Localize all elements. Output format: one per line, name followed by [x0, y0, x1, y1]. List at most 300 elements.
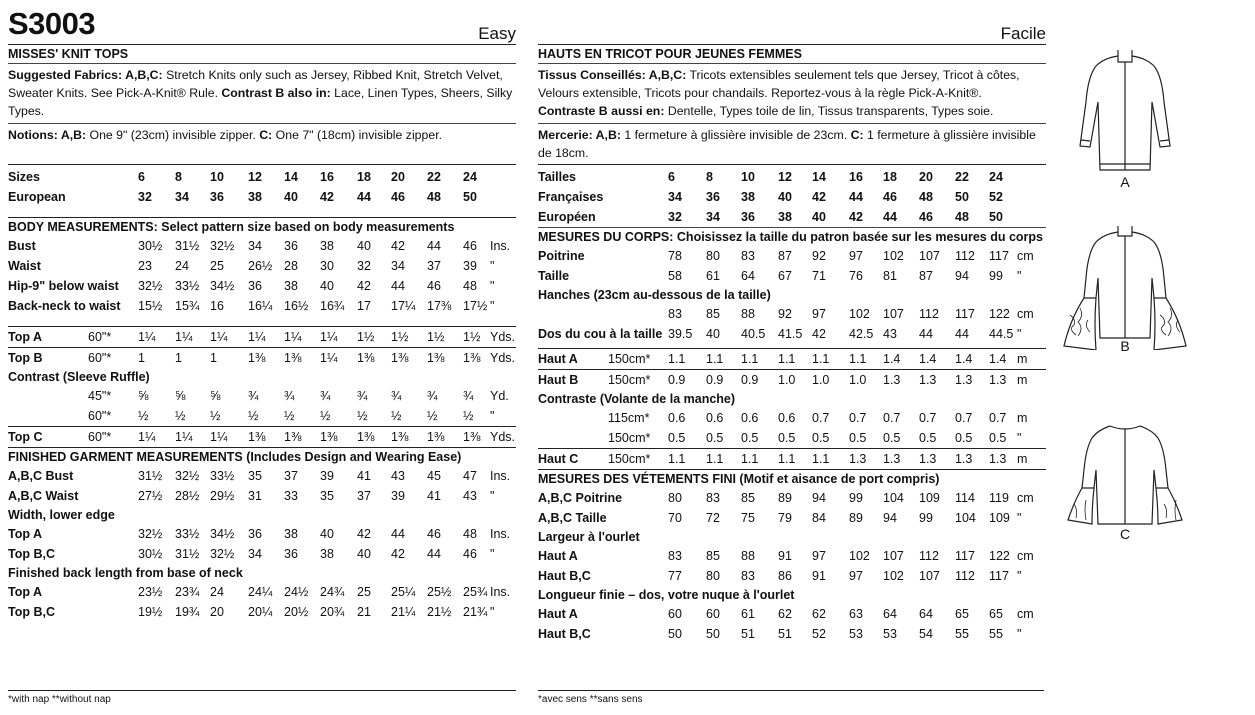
haut-a-row-cell: 1.1	[706, 352, 724, 366]
body-row-label: Back-neck to waist	[8, 299, 121, 313]
haut-b-row-label: Haut B	[538, 373, 579, 387]
top-b-row-cell: 1	[138, 351, 145, 365]
dos-row-cell: 42.5	[849, 327, 874, 341]
dos-row-cell: 41.5	[778, 327, 803, 341]
body-row-cell: 34	[391, 259, 405, 273]
body-row-cell: 17⅜	[427, 299, 452, 313]
longueur-row-unit: cm	[1017, 607, 1034, 621]
body-row-cell: 16½	[284, 299, 309, 313]
width-row-unit: Ins.	[490, 527, 511, 541]
body-measurements-heading: BODY MEASUREMENTS: Select pattern size based on body measurements	[8, 220, 455, 234]
haut-a-row-unit: m	[1017, 352, 1028, 366]
view-c-sketch	[1060, 420, 1190, 550]
top-a-row-fabric-width: 60"*	[88, 330, 112, 344]
longueur-row-cell: 50	[706, 627, 720, 641]
width-row	[8, 524, 516, 544]
hanches-row-cell: 117	[955, 307, 975, 321]
top-c-row-cell: 1¼	[138, 430, 156, 444]
finished-row-cell: 31	[248, 489, 262, 503]
francaises-row-cell: 46	[883, 190, 897, 204]
hanches-row-cell: 83	[668, 307, 682, 321]
haut-b-row-cell: 1.0	[849, 373, 867, 387]
longueur-row-cell: 51	[741, 627, 755, 641]
poitrine-row-cell: 97	[849, 249, 863, 263]
length-row-cell: 20¼	[248, 605, 273, 619]
length-row-cell: 25	[357, 585, 371, 599]
longueur-row-cell: 53	[883, 627, 897, 641]
width-heading: Width, lower edge	[8, 508, 115, 522]
french-column	[538, 0, 1046, 644]
width-row-cell: 42	[357, 527, 371, 541]
body-row-unit: "	[490, 259, 495, 273]
notions-label-fr: Mercerie: A,B:	[538, 128, 621, 142]
haut-b-row-cell: 1.3	[883, 373, 901, 387]
length-row-unit: Ins.	[490, 585, 511, 599]
length-row-cell: 25½	[427, 585, 452, 599]
contrast-45-row-cell: ¾	[248, 389, 259, 403]
body-row-cell: 32	[357, 259, 371, 273]
longueur-row	[538, 624, 1046, 644]
top-c-row-cell: 1¼	[210, 430, 228, 444]
contraste-115-row-cell: 0.7	[883, 411, 901, 425]
haut-c-row-cell: 1.1	[668, 452, 686, 466]
longueur-row-cell: 61	[741, 607, 755, 621]
top-b-row-cell: 1⅜	[357, 351, 375, 365]
sizes-row-cell: 18	[357, 170, 371, 184]
body-row-cell: 28	[284, 259, 298, 273]
fini-row-cell: 119	[989, 491, 1009, 505]
fini-row-cell: 109	[989, 511, 1010, 525]
contraste-115-row-fabric-width: 115cm*	[608, 411, 650, 425]
contrast-60-row-cell: ½	[463, 409, 474, 423]
body-row-cell: 25	[210, 259, 224, 273]
top-c-row-cell: 1⅜	[463, 430, 481, 444]
longueur-row-label: Haut B,C	[538, 627, 591, 641]
largeur-heading: Largeur à l'ourlet	[538, 530, 640, 544]
finished-row-cell: 43	[463, 489, 477, 503]
fini-row-cell: 85	[741, 491, 755, 505]
body-row-cell: 30½	[138, 239, 163, 253]
sizes-row-cell: 8	[175, 170, 182, 184]
contrast-60-row-unit: "	[490, 409, 495, 423]
contrast-45-row-cell: ⅝	[210, 389, 221, 403]
haut-a-row-cell: 1.1	[741, 352, 759, 366]
tailles-row-cell: 18	[883, 170, 897, 184]
contrast-60-row-cell: ½	[427, 409, 438, 423]
length-row-cell: 24	[210, 585, 224, 599]
top-a-row-cell: 1½	[427, 330, 445, 344]
body-row-cell: 17¼	[391, 299, 416, 313]
europeen-row-cell: 44	[883, 210, 897, 224]
finished-row-cell: 28½	[175, 489, 200, 503]
contrast-60-row-cell: ½	[284, 409, 295, 423]
longueur-row-label: Haut A	[538, 607, 578, 621]
footnote-fr: *avec sens **sans sens	[538, 694, 643, 705]
contrast-label: Contrast B also in:	[221, 86, 331, 100]
finished-row-label: A,B,C Waist	[8, 489, 79, 503]
francaises-row-label: Françaises	[538, 190, 604, 204]
body-row	[8, 296, 516, 316]
top-c-row-cell: 1⅜	[357, 430, 375, 444]
finished-row-cell: 33½	[210, 469, 235, 483]
haut-a-row-label: Haut A	[538, 352, 578, 366]
top-b-row-cell: 1⅜	[284, 351, 302, 365]
sizes-row-cell: 24	[463, 170, 477, 184]
contrast-text: Lace, Linen Types, Sheers, Silky Types.	[8, 86, 513, 118]
largeur-row-label: Haut B,C	[538, 569, 591, 583]
poitrine-row-unit: cm	[1017, 249, 1034, 263]
taille-row-cell: 94	[955, 269, 969, 283]
contrast-45-row-cell: ⅝	[138, 389, 149, 403]
body-row-cell: 36	[248, 279, 262, 293]
width-row-cell: 40	[357, 547, 371, 561]
body-row-label: Bust	[8, 239, 36, 253]
finished-row-cell: 35	[320, 489, 334, 503]
largeur-row-cell: 112	[919, 549, 939, 563]
contraste-115-row-cell: 0.7	[812, 411, 830, 425]
fini-row-cell: 99	[849, 491, 863, 505]
contraste-150-row-cell: 0.5	[989, 431, 1007, 445]
top-c-drawing	[1060, 420, 1190, 532]
suggested-fabrics-fr	[538, 64, 1046, 120]
length-row-cell: 21¼	[391, 605, 416, 619]
body-row-unit: "	[490, 299, 495, 313]
europeen-row-cell: 36	[741, 210, 755, 224]
body-row-cell: 26½	[248, 259, 273, 273]
fini-row-cell: 70	[668, 511, 682, 525]
contrast-60-row-cell: ½	[210, 409, 221, 423]
sizes-row-cell: 22	[427, 170, 441, 184]
fabrics-label: Suggested Fabrics: A,B,C:	[8, 68, 163, 82]
longueur-row-cell: 60	[706, 607, 720, 621]
poitrine-row-cell: 112	[955, 249, 975, 263]
top-b-row-cell: 1⅜	[391, 351, 409, 365]
body-row-cell: 24	[175, 259, 189, 273]
tailles-row-cell: 10	[741, 170, 755, 184]
notions-fr	[538, 124, 1046, 164]
sizes-row-cell: 6	[138, 170, 145, 184]
finished-row-unit: "	[490, 489, 495, 503]
body-row-cell: 33½	[175, 279, 200, 293]
top-b-drawing	[1060, 220, 1190, 350]
notions-label: Notions: A,B:	[8, 128, 87, 142]
fini-row-cell: 75	[741, 511, 755, 525]
width-row-cell: 42	[391, 547, 405, 561]
contraste-115-row-cell: 0.7	[919, 411, 937, 425]
width-row-cell: 36	[248, 527, 262, 541]
taille-row-cell: 61	[706, 269, 720, 283]
body-row-cell: 34½	[210, 279, 235, 293]
european-row-cell: 32	[138, 190, 152, 204]
width-row-cell: 34	[248, 547, 262, 561]
finished-row-cell: 37	[284, 469, 298, 483]
top-b-row-cell: 1	[210, 351, 217, 365]
europeen-row-cell: 40	[812, 210, 826, 224]
sizes-row-cell: 20	[391, 170, 405, 184]
largeur-row-cell: 97	[812, 549, 826, 563]
fini-row-unit: "	[1017, 511, 1022, 525]
finished-row-cell: 45	[427, 469, 441, 483]
notions-c-label-fr: C:	[850, 128, 864, 142]
taille-row-cell: 99	[989, 269, 1003, 283]
haut-a-row-cell: 1.1	[812, 352, 830, 366]
longueur-row-cell: 64	[883, 607, 897, 621]
length-heading: Finished back length from base of neck	[8, 566, 243, 580]
francaises-row-cell: 52	[989, 190, 1003, 204]
fini-row-cell: 104	[955, 511, 976, 525]
contrast-text-fr: Dentelle, Types toile de lin, Tissus transparents, Types soie.	[664, 104, 994, 118]
haut-c-row	[538, 449, 1046, 470]
francaises-row-cell: 50	[955, 190, 969, 204]
tailles-row-cell: 22	[955, 170, 969, 184]
poitrine-row-label: Poitrine	[538, 249, 585, 263]
body-row	[8, 256, 516, 276]
largeur-row-cell: 107	[919, 569, 940, 583]
hanches-row	[538, 304, 1046, 324]
length-row	[8, 582, 516, 602]
contrast-60-row-cell: ½	[391, 409, 402, 423]
fini-row-cell: 94	[812, 491, 826, 505]
garment-title-fr: HAUTS EN TRICOT POUR JEUNES FEMMES	[538, 47, 802, 61]
europeen-row-cell: 46	[919, 210, 933, 224]
dos-row-cell: 40.5	[741, 327, 766, 341]
contraste-115-row-cell: 0.7	[989, 411, 1007, 425]
contraste-heading: Contraste (Volante de la manche)	[538, 392, 736, 406]
dos-row-cell: 40	[706, 327, 720, 341]
finished-heading: FINISHED GARMENT MEASUREMENTS (Includes Design and Wearing Ease)	[8, 450, 462, 464]
european-row-label: European	[8, 190, 66, 204]
finished-row-cell: 39	[320, 469, 334, 483]
dos-row-cell: 44.5	[989, 327, 1014, 341]
fini-row	[538, 488, 1046, 508]
longueur-row-cell: 55	[989, 627, 1003, 641]
contraste-115-row-cell: 0.7	[955, 411, 973, 425]
contrast-60-row-cell: ½	[357, 409, 368, 423]
top-a-row-cell: 1½	[463, 330, 481, 344]
footnote: *with nap **without nap	[8, 694, 111, 705]
length-row-cell: 21¾	[463, 605, 488, 619]
finished-row-cell: 27½	[138, 489, 163, 503]
contraste-150-row-fabric-width: 150cm*	[608, 431, 651, 445]
width-row-label: Top B,C	[8, 547, 55, 561]
poitrine-row-cell: 80	[706, 249, 720, 263]
width-row-cell: 38	[284, 527, 298, 541]
haut-b-row	[538, 370, 1046, 390]
body-row-unit: "	[490, 279, 495, 293]
width-row-cell: 46	[427, 527, 441, 541]
tailles-row-cell: 6	[668, 170, 675, 184]
length-row-cell: 23¾	[175, 585, 200, 599]
europeen-row-cell: 42	[849, 210, 863, 224]
difficulty-label-fr: Facile	[1000, 24, 1046, 43]
top-b-row-cell: 1	[175, 351, 182, 365]
top-b-row-unit: Yds.	[490, 351, 516, 365]
top-b-row	[8, 348, 516, 368]
contraste-115-row	[538, 408, 1046, 428]
taille-row-cell: 64	[741, 269, 755, 283]
body-row-cell: 40	[320, 279, 334, 293]
francaises-row-cell: 38	[741, 190, 755, 204]
body-row-cell: 16¾	[320, 299, 345, 313]
longueur-row-cell: 60	[668, 607, 682, 621]
largeur-row-cell: 107	[883, 549, 904, 563]
taille-row-cell: 81	[883, 269, 897, 283]
haut-b-row-cell: 1.0	[778, 373, 796, 387]
top-c-row-cell: 1¼	[175, 430, 193, 444]
finished-row-cell: 37	[357, 489, 371, 503]
poitrine-row-cell: 87	[778, 249, 792, 263]
contrast-45-row-cell: ⅝	[175, 389, 186, 403]
longueur-row-cell: 63	[849, 607, 863, 621]
top-a-row-cell: 1¼	[320, 330, 338, 344]
largeur-row-cell: 77	[668, 569, 682, 583]
longueur-row-unit: "	[1017, 627, 1022, 641]
top-c-row-fabric-width: 60"*	[88, 430, 112, 444]
hanches-row-unit: cm	[1017, 307, 1034, 321]
body-row-cell: 48	[463, 279, 477, 293]
finished-row-cell: 31½	[138, 469, 163, 483]
taille-row-cell: 71	[812, 269, 826, 283]
hanches-row-cell: 107	[883, 307, 904, 321]
haut-b-row-cell: 1.3	[919, 373, 937, 387]
haut-a-row-cell: 1.4	[955, 352, 973, 366]
mesures-fini-heading: MESURES DES VÉTEMENTS FINI (Motif et aisance de port compris)	[538, 472, 940, 486]
finished-row-cell: 41	[357, 469, 371, 483]
haut-a-row-cell: 1.4	[989, 352, 1007, 366]
width-row-unit: "	[490, 547, 495, 561]
length-row-label: Top A	[8, 585, 43, 599]
haut-c-row-cell: 1.3	[883, 452, 901, 466]
length-row-cell: 23½	[138, 585, 163, 599]
longueur-row-cell: 62	[812, 607, 826, 621]
finished-row-cell: 33	[284, 489, 298, 503]
haut-a-row	[538, 349, 1046, 370]
garment-title: MISSES' KNIT TOPS	[8, 47, 129, 61]
fini-row-unit: cm	[1017, 491, 1034, 505]
haut-c-row-cell: 1.3	[849, 452, 867, 466]
largeur-row-cell: 117	[989, 569, 1009, 583]
haut-a-row-cell: 1.4	[919, 352, 937, 366]
mesures-corps-heading: MESURES DU CORPS: Choisissez la taille du patron basée sur les mesures du corps	[538, 230, 1044, 244]
haut-a-row-cell: 1.4	[883, 352, 901, 366]
contrast-45-row-cell: ¾	[391, 389, 402, 403]
top-a-row-cell: 1¼	[248, 330, 266, 344]
finished-row-label: A,B,C Bust	[8, 469, 74, 483]
body-row-cell: 39	[463, 259, 477, 273]
contraste-150-row	[538, 428, 1046, 449]
tailles-row-cell: 12	[778, 170, 792, 184]
top-c-row	[8, 427, 516, 448]
body-row-cell: 31½	[175, 239, 200, 253]
notions-c-text: One 7" (18cm) invisible zipper.	[272, 128, 443, 142]
contrast-60-row	[8, 406, 516, 427]
width-row-cell: 44	[391, 527, 405, 541]
body-row-cell: 17	[357, 299, 371, 313]
longueur-row-cell: 53	[849, 627, 863, 641]
length-row-cell: 20¾	[320, 605, 345, 619]
europeen-row-label: Européen	[538, 210, 596, 224]
contraste-150-row-cell: 0.5	[706, 431, 724, 445]
top-c-row-cell: 1⅜	[427, 430, 445, 444]
body-row-cell: 46	[427, 279, 441, 293]
haut-b-row-cell: 0.9	[706, 373, 724, 387]
fabrics-text-fr: Tricots extensibles seulement tels que Jersey, Tricot à côtes, Velours extensible, Tricots pour chandails. Reportez-vous à la règle Pick-A-Knit®.	[538, 68, 1020, 100]
finished-row-cell: 32½	[175, 469, 200, 483]
body-row	[8, 236, 516, 256]
top-a-row-cell: 1½	[391, 330, 409, 344]
top-a-row-cell: 1½	[357, 330, 375, 344]
poitrine-row	[538, 246, 1046, 266]
top-b-row-cell: 1⅜	[427, 351, 445, 365]
taille-row-cell: 87	[919, 269, 933, 283]
haut-b-row-cell: 1.3	[989, 373, 1007, 387]
largeur-row-cell: 122	[989, 549, 1010, 563]
length-row-cell: 21½	[427, 605, 452, 619]
notions-c-text-fr: 1 fermeture à glissière invisible de 18cm.	[538, 128, 1036, 160]
hanches-row-cell: 85	[706, 307, 720, 321]
haut-a-row-cell: 1.1	[778, 352, 796, 366]
largeur-row	[538, 566, 1046, 586]
length-row-cell: 24¾	[320, 585, 345, 599]
contraste-115-row-unit: m	[1017, 411, 1028, 425]
haut-b-row-unit: m	[1017, 373, 1028, 387]
hanches-heading: Hanches (23cm au-dessous de la taille)	[538, 288, 771, 302]
width-row-label: Top A	[8, 527, 43, 541]
contrast-45-row-cell: ¾	[357, 389, 368, 403]
largeur-row-unit: cm	[1017, 549, 1034, 563]
width-row-cell: 46	[463, 547, 477, 561]
view-a-label: A	[1120, 174, 1130, 190]
haut-b-row-cell: 1.0	[812, 373, 830, 387]
body-row-cell: 34	[248, 239, 262, 253]
haut-a-row-fabric-width: 150cm*	[608, 352, 651, 366]
body-row-cell: 32½	[210, 239, 235, 253]
body-row-cell: 44	[391, 279, 405, 293]
taille-row-label: Taille	[538, 269, 570, 283]
dos-row-cell: 43	[883, 327, 897, 341]
europeen-row-cell: 50	[989, 210, 1003, 224]
tailles-row-cell: 14	[812, 170, 826, 184]
haut-c-row-cell: 1.1	[706, 452, 724, 466]
contraste-150-row-cell: 0.5	[919, 431, 937, 445]
european-row-cell: 34	[175, 190, 189, 204]
contrast-45-row-fabric-width: 45"*	[88, 389, 112, 403]
european-row-cell: 46	[391, 190, 405, 204]
contraste-150-row-cell: 0.5	[849, 431, 867, 445]
francaises-row-cell: 40	[778, 190, 792, 204]
finished-row-cell: 41	[427, 489, 441, 503]
longueur-row-cell: 55	[955, 627, 969, 641]
tailles-row-cell: 24	[989, 170, 1003, 184]
contrast-60-row-cell: ½	[248, 409, 259, 423]
largeur-row-unit: "	[1017, 569, 1022, 583]
largeur-row-cell: 86	[778, 569, 792, 583]
fini-row-cell: 89	[778, 491, 792, 505]
contrast-45-row-cell: ¾	[320, 389, 331, 403]
fini-row-label: A,B,C Taille	[538, 511, 607, 525]
width-row-cell: 48	[463, 527, 477, 541]
longueur-row-cell: 62	[778, 607, 792, 621]
english-column	[8, 0, 516, 622]
taille-row	[538, 266, 1046, 286]
body-row-cell: 23	[138, 259, 152, 273]
top-c-row-cell: 1⅜	[284, 430, 302, 444]
contraste-150-row-cell: 0.5	[668, 431, 686, 445]
european-row-cell: 44	[357, 190, 371, 204]
body-row-cell: 15¾	[175, 299, 200, 313]
dos-row-label: Dos du cou à la taille	[538, 327, 663, 341]
body-row-cell: 17½	[463, 299, 488, 313]
